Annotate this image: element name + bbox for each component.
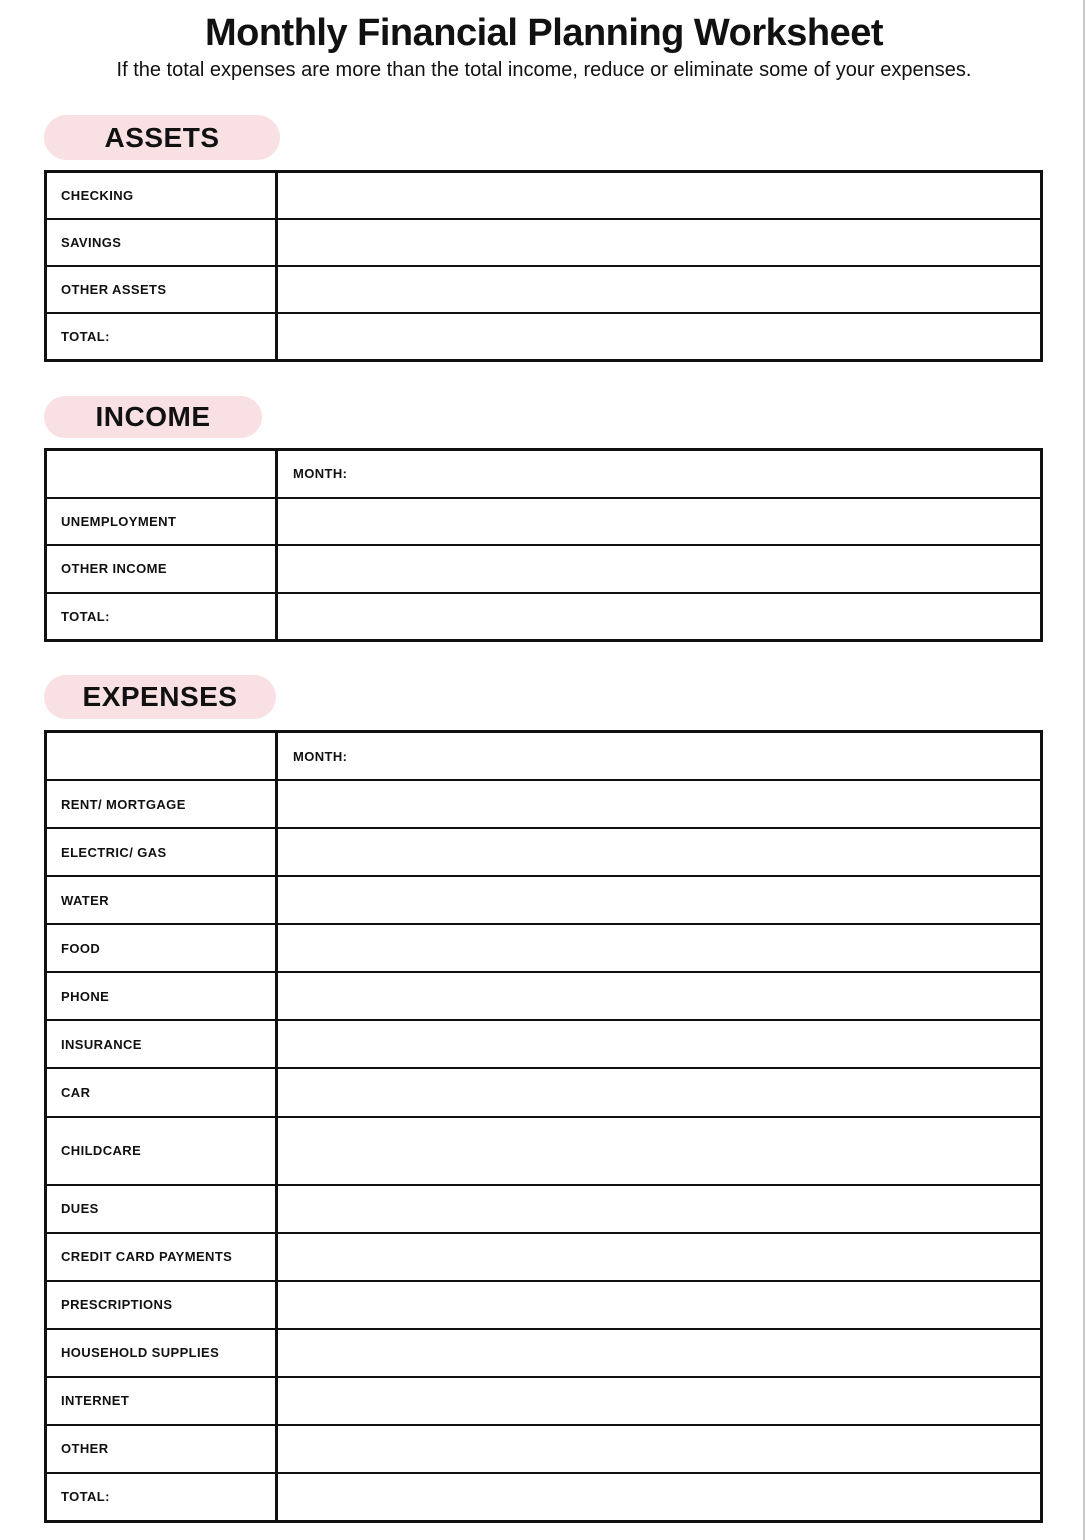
- assets-table: [44, 170, 1043, 362]
- table-row: [47, 1021, 1040, 1069]
- table-row: [47, 594, 1040, 640]
- row-label: HOUSEHOLD SUPPLIES: [47, 1330, 278, 1376]
- row-label: ELECTRIC/ GAS: [47, 829, 278, 875]
- row-label: PRESCRIPTIONS: [47, 1282, 278, 1328]
- value-cell[interactable]: [278, 973, 1040, 1019]
- value-cell[interactable]: [278, 829, 1040, 875]
- row-label: OTHER ASSETS: [47, 267, 278, 312]
- value-cell[interactable]: [278, 1282, 1040, 1328]
- table-row: [47, 1474, 1040, 1520]
- row-label: UNEMPLOYMENT: [47, 499, 278, 545]
- row-label: TOTAL:: [47, 1474, 278, 1520]
- row-label: CHILDCARE: [47, 1118, 278, 1184]
- value-cell[interactable]: [278, 173, 1040, 218]
- table-row: [47, 877, 1040, 925]
- page-title: Monthly Financial Planning Worksheet: [204, 12, 884, 54]
- value-cell[interactable]: [278, 314, 1040, 359]
- value-cell[interactable]: [278, 781, 1040, 827]
- income-table: [44, 448, 1043, 642]
- value-cell[interactable]: [278, 594, 1040, 640]
- value-cell[interactable]: [278, 546, 1040, 592]
- table-row: [47, 781, 1040, 829]
- table-row: [47, 1282, 1040, 1330]
- value-cell[interactable]: [278, 1330, 1040, 1376]
- table-row: [47, 220, 1040, 267]
- value-cell[interactable]: [278, 1186, 1040, 1232]
- expenses-section-heading: [44, 675, 276, 719]
- row-label: DUES: [47, 1186, 278, 1232]
- table-row: [47, 1118, 1040, 1186]
- month-header-row: [47, 451, 1040, 499]
- expenses-heading-label: EXPENSES: [82, 681, 238, 712]
- value-cell[interactable]: [278, 1426, 1040, 1472]
- row-label: SAVINGS: [47, 220, 278, 265]
- assets-heading-label: ASSETS: [104, 121, 220, 153]
- value-cell[interactable]: [278, 267, 1040, 312]
- value-cell[interactable]: [278, 1118, 1040, 1184]
- value-cell[interactable]: [278, 220, 1040, 265]
- month-row-spacer-cell: [47, 451, 278, 497]
- value-cell[interactable]: [278, 1378, 1040, 1424]
- month-field-cell[interactable]: [278, 451, 1040, 497]
- income-heading-label: INCOME: [95, 401, 211, 432]
- row-label: TOTAL:: [47, 594, 278, 640]
- row-label: OTHER INCOME: [47, 546, 278, 592]
- row-label: PHONE: [47, 973, 278, 1019]
- value-cell[interactable]: [278, 925, 1040, 971]
- table-row: [47, 173, 1040, 220]
- value-cell[interactable]: [278, 1234, 1040, 1280]
- value-cell[interactable]: [278, 1021, 1040, 1067]
- table-row: [47, 1330, 1040, 1378]
- value-cell[interactable]: [278, 499, 1040, 545]
- table-row: [47, 829, 1040, 877]
- page-right-edge-line: [1083, 0, 1085, 1540]
- table-row: [47, 925, 1040, 973]
- page-subtitle: If the total expenses are more than the total income, reduce or eliminate some of your expenses.: [116, 59, 972, 81]
- row-label: OTHER: [47, 1426, 278, 1472]
- row-label: CHECKING: [47, 173, 278, 218]
- month-header-row: [47, 733, 1040, 781]
- expenses-table: [44, 730, 1043, 1523]
- value-cell[interactable]: [278, 877, 1040, 923]
- month-label: MONTH:: [293, 466, 348, 482]
- row-label: CAR: [47, 1069, 278, 1115]
- row-label: RENT/ MORTGAGE: [47, 781, 278, 827]
- value-cell[interactable]: [278, 1069, 1040, 1115]
- row-label: CREDIT CARD PAYMENTS: [47, 1234, 278, 1280]
- income-section-heading: [44, 396, 262, 438]
- table-row: [47, 1234, 1040, 1282]
- assets-section-heading: [44, 115, 280, 160]
- month-field-cell[interactable]: [278, 733, 1040, 779]
- table-row: [47, 1378, 1040, 1426]
- value-cell[interactable]: [278, 1474, 1040, 1520]
- table-row: [47, 267, 1040, 314]
- table-row: [47, 314, 1040, 359]
- row-label: TOTAL:: [47, 314, 278, 359]
- row-label: INTERNET: [47, 1378, 278, 1424]
- month-row-spacer-cell: [47, 733, 278, 779]
- table-row: [47, 1069, 1040, 1117]
- table-row: [47, 1426, 1040, 1474]
- table-row: [47, 973, 1040, 1021]
- row-label: INSURANCE: [47, 1021, 278, 1067]
- row-label: FOOD: [47, 925, 278, 971]
- month-label: MONTH:: [293, 748, 348, 764]
- table-row: [47, 1186, 1040, 1234]
- table-row: [47, 499, 1040, 547]
- table-row: [47, 546, 1040, 594]
- row-label: WATER: [47, 877, 278, 923]
